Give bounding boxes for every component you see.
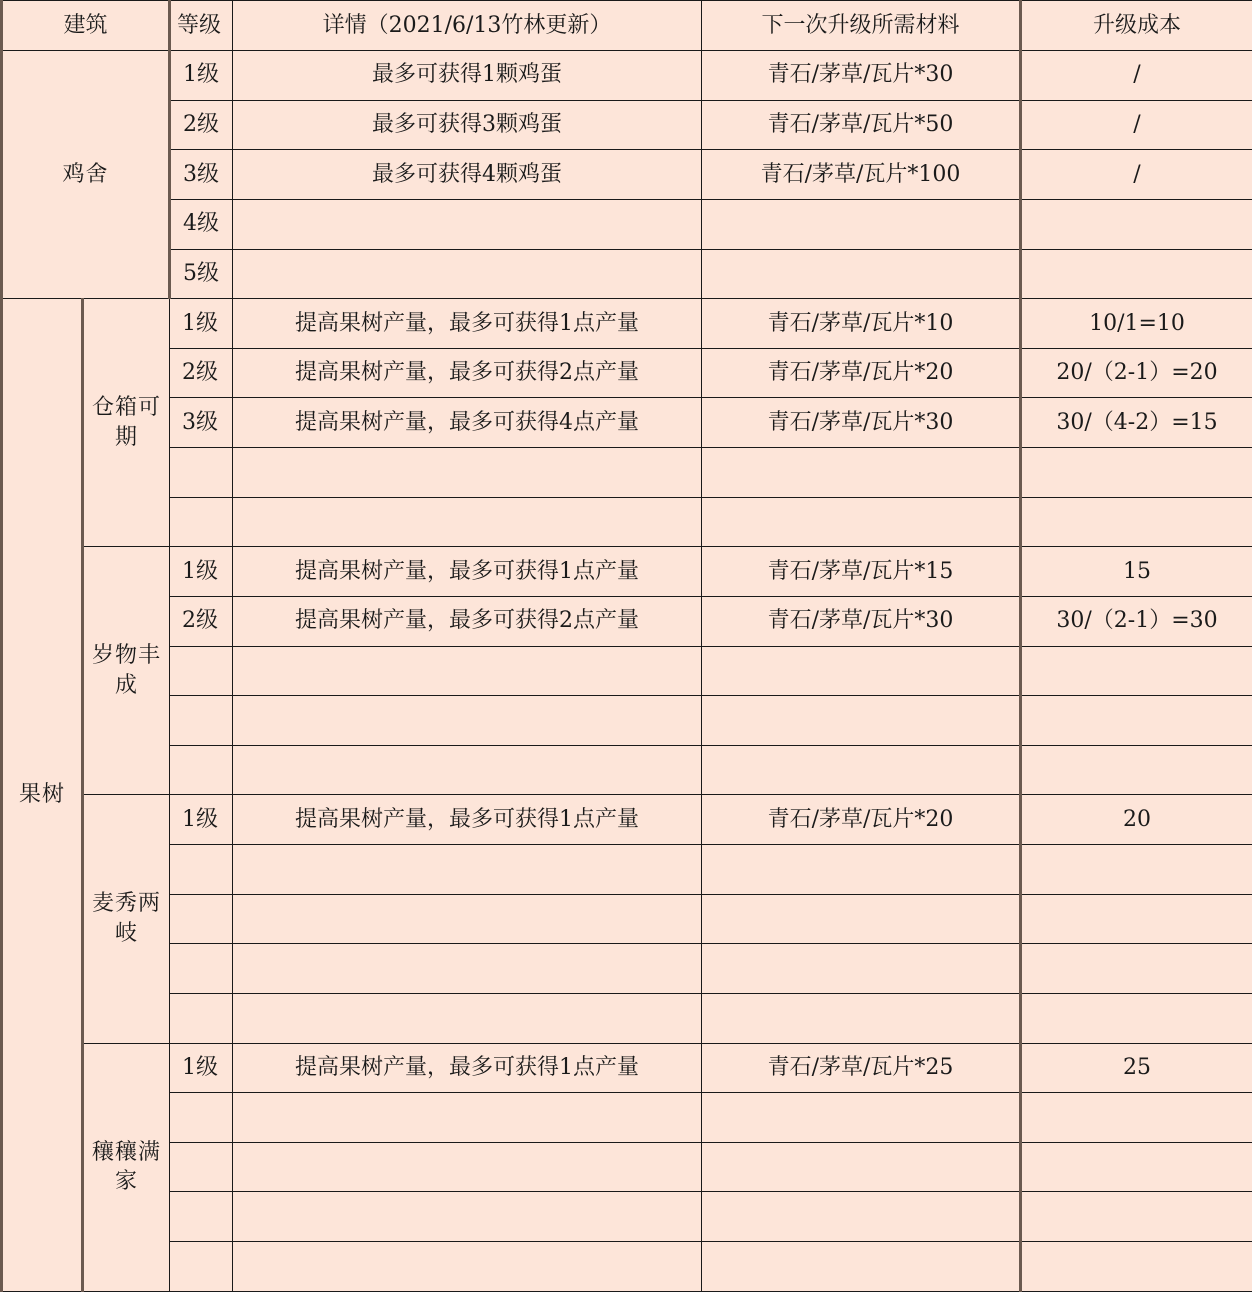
- materials-cell: [702, 1093, 1021, 1143]
- detail-cell: 提高果树产量，最多可获得1点产量: [233, 795, 702, 845]
- table-row: [2, 398, 1252, 448]
- table-row: [2, 696, 1252, 746]
- materials-cell: 青石/茅草/瓦片*30: [702, 398, 1021, 448]
- detail-cell: 提高果树产量，最多可获得1点产量: [233, 547, 702, 597]
- cost-cell: [1021, 696, 1252, 746]
- table-row: [2, 348, 1252, 398]
- level-cell: [170, 894, 233, 944]
- level-cell: [170, 1192, 233, 1242]
- table-row: [2, 596, 1252, 646]
- subgroup-cangxiang-keqi: 仓箱可期: [83, 299, 170, 547]
- level-cell: [170, 944, 233, 994]
- table-row: [2, 1142, 1252, 1192]
- level-cell: 2级: [170, 100, 233, 150]
- detail-cell: [233, 894, 702, 944]
- cost-cell: [1021, 894, 1252, 944]
- materials-cell: [702, 497, 1021, 547]
- table-row: [2, 51, 1252, 101]
- materials-cell: [702, 1142, 1021, 1192]
- cost-cell: 30/（2-1）=30: [1021, 596, 1252, 646]
- table-row: [2, 894, 1252, 944]
- detail-cell: [233, 448, 702, 498]
- level-cell: [170, 993, 233, 1043]
- materials-cell: 青石/茅草/瓦片*30: [702, 51, 1021, 101]
- table-row: [2, 745, 1252, 795]
- materials-cell: 青石/茅草/瓦片*30: [702, 596, 1021, 646]
- cost-cell: /: [1021, 100, 1252, 150]
- cost-cell: /: [1021, 51, 1252, 101]
- header-row: [2, 1, 1252, 51]
- cost-cell: [1021, 745, 1252, 795]
- header-level: 等级: [170, 1, 233, 51]
- table-row: [2, 497, 1252, 547]
- cost-cell: [1021, 1142, 1252, 1192]
- cost-cell: [1021, 199, 1252, 249]
- subgroup-rangrang-manjia: 穰穰满家: [83, 1043, 170, 1292]
- header-detail: 详情（2021/6/13竹林更新）: [233, 1, 702, 51]
- materials-cell: [702, 199, 1021, 249]
- table-row: [2, 1093, 1252, 1143]
- cost-cell: [1021, 1242, 1252, 1292]
- detail-cell: [233, 1142, 702, 1192]
- detail-cell: [233, 646, 702, 696]
- header-building: 建筑: [2, 1, 170, 51]
- cost-cell: 15: [1021, 547, 1252, 597]
- header-cost: 升级成本: [1021, 1, 1252, 51]
- detail-cell: [233, 1093, 702, 1143]
- cost-cell: [1021, 448, 1252, 498]
- level-cell: 1级: [170, 547, 233, 597]
- materials-cell: 青石/茅草/瓦片*10: [702, 299, 1021, 349]
- detail-cell: 提高果树产量，最多可获得4点产量: [233, 398, 702, 448]
- cost-cell: 20: [1021, 795, 1252, 845]
- materials-cell: [702, 993, 1021, 1043]
- materials-cell: [702, 745, 1021, 795]
- detail-cell: [233, 696, 702, 746]
- detail-cell: [233, 845, 702, 895]
- table-row: [2, 1242, 1252, 1292]
- table-row: [2, 845, 1252, 895]
- table-row: [2, 448, 1252, 498]
- level-cell: 3级: [170, 150, 233, 200]
- level-cell: [170, 696, 233, 746]
- cost-cell: 10/1=10: [1021, 299, 1252, 349]
- cost-cell: [1021, 249, 1252, 299]
- building-fruit-tree: 果树: [2, 299, 83, 1292]
- cost-cell: [1021, 944, 1252, 994]
- level-cell: [170, 1142, 233, 1192]
- detail-cell: [233, 249, 702, 299]
- building-chicken-coop: 鸡舍: [2, 51, 170, 299]
- materials-cell: 青石/茅草/瓦片*20: [702, 795, 1021, 845]
- table-row: [2, 547, 1252, 597]
- level-cell: [170, 1093, 233, 1143]
- materials-cell: [702, 646, 1021, 696]
- level-cell: [170, 1242, 233, 1292]
- materials-cell: [702, 845, 1021, 895]
- level-cell: 1级: [170, 1043, 233, 1093]
- detail-cell: [233, 993, 702, 1043]
- table-row: [2, 993, 1252, 1043]
- materials-cell: [702, 249, 1021, 299]
- cost-cell: [1021, 993, 1252, 1043]
- materials-cell: [702, 696, 1021, 746]
- materials-cell: [702, 944, 1021, 994]
- materials-cell: [702, 1192, 1021, 1242]
- level-cell: 2级: [170, 596, 233, 646]
- subgroup-maixiu-liangqi: 麦秀两岐: [83, 795, 170, 1043]
- level-cell: [170, 845, 233, 895]
- table-row: [2, 199, 1252, 249]
- table-row: [2, 299, 1252, 349]
- materials-cell: [702, 1242, 1021, 1292]
- materials-cell: 青石/茅草/瓦片*100: [702, 150, 1021, 200]
- level-cell: [170, 646, 233, 696]
- cost-cell: 30/（4-2）=15: [1021, 398, 1252, 448]
- detail-cell: 提高果树产量，最多可获得1点产量: [233, 299, 702, 349]
- level-cell: 1级: [170, 299, 233, 349]
- level-cell: 4级: [170, 199, 233, 249]
- detail-cell: 提高果树产量，最多可获得2点产量: [233, 348, 702, 398]
- table-row: [2, 795, 1252, 845]
- level-cell: 1级: [170, 795, 233, 845]
- header-materials: 下一次升级所需材料: [702, 1, 1021, 51]
- level-cell: [170, 448, 233, 498]
- cost-cell: [1021, 1093, 1252, 1143]
- detail-cell: [233, 1242, 702, 1292]
- detail-cell: [233, 745, 702, 795]
- table-row: [2, 944, 1252, 994]
- detail-cell: [233, 497, 702, 547]
- detail-cell: 提高果树产量，最多可获得2点产量: [233, 596, 702, 646]
- detail-cell: 最多可获得4颗鸡蛋: [233, 150, 702, 200]
- detail-cell: 最多可获得3颗鸡蛋: [233, 100, 702, 150]
- materials-cell: [702, 448, 1021, 498]
- table-row: [2, 646, 1252, 696]
- materials-cell: 青石/茅草/瓦片*25: [702, 1043, 1021, 1093]
- cost-cell: [1021, 497, 1252, 547]
- detail-cell: [233, 199, 702, 249]
- detail-cell: 最多可获得1颗鸡蛋: [233, 51, 702, 101]
- level-cell: 2级: [170, 348, 233, 398]
- detail-cell: [233, 944, 702, 994]
- materials-cell: 青石/茅草/瓦片*50: [702, 100, 1021, 150]
- detail-cell: [233, 1192, 702, 1242]
- table-row: [2, 1043, 1252, 1093]
- cost-cell: [1021, 646, 1252, 696]
- level-cell: 1级: [170, 51, 233, 101]
- cost-cell: 20/（2-1）=20: [1021, 348, 1252, 398]
- cost-cell: [1021, 1192, 1252, 1242]
- materials-cell: 青石/茅草/瓦片*20: [702, 348, 1021, 398]
- materials-cell: 青石/茅草/瓦片*15: [702, 547, 1021, 597]
- detail-cell: 提高果树产量，最多可获得1点产量: [233, 1043, 702, 1093]
- level-cell: [170, 745, 233, 795]
- level-cell: 3级: [170, 398, 233, 448]
- table-row: [2, 100, 1252, 150]
- cost-cell: /: [1021, 150, 1252, 200]
- level-cell: 5级: [170, 249, 233, 299]
- level-cell: [170, 497, 233, 547]
- table-row: [2, 1192, 1252, 1242]
- table-row: [2, 150, 1252, 200]
- subgroup-suiwu-fengcheng: 岁物丰成: [83, 547, 170, 795]
- materials-cell: [702, 894, 1021, 944]
- table-row: [2, 249, 1252, 299]
- cost-cell: [1021, 845, 1252, 895]
- cost-cell: 25: [1021, 1043, 1252, 1093]
